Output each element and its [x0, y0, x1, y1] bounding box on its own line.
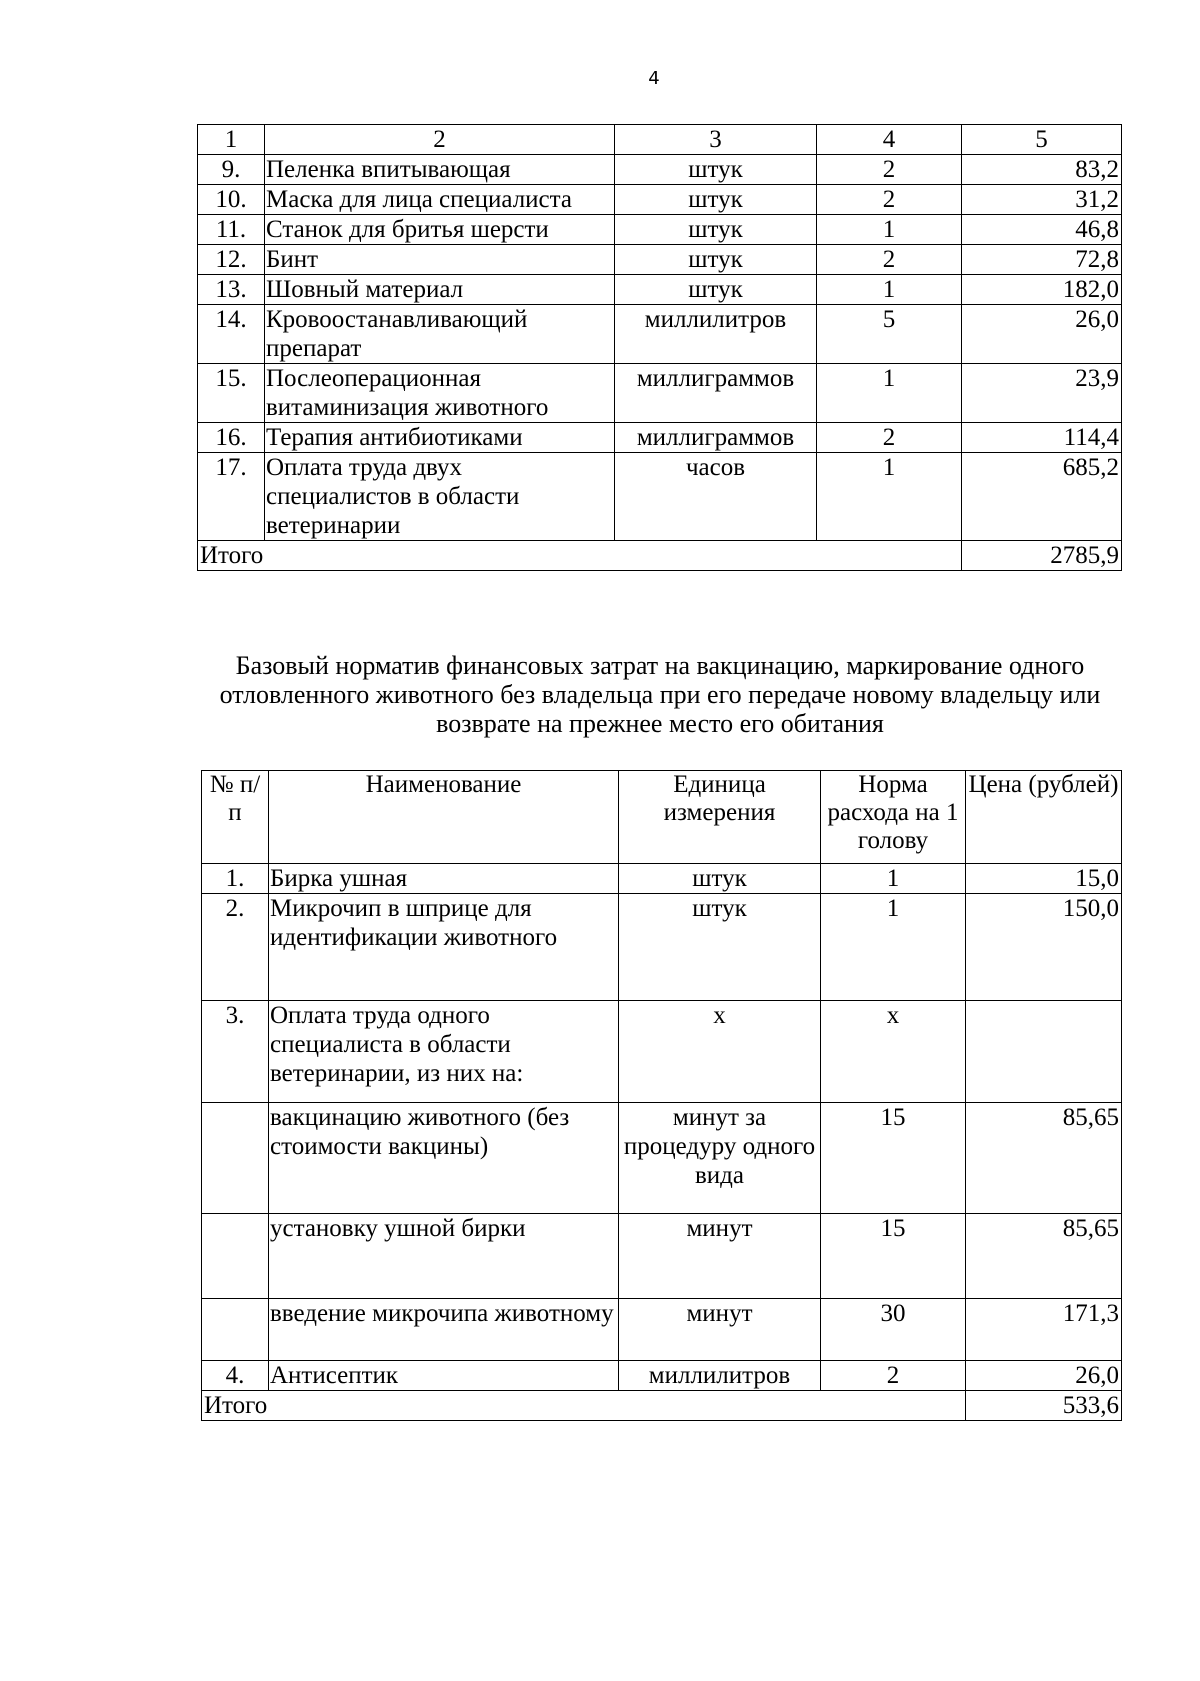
item-price: 171,3	[966, 1299, 1122, 1361]
table-row	[198, 215, 1122, 245]
item-norm: 5	[817, 305, 962, 364]
column-number: 1	[198, 125, 265, 155]
item-name: Оплата труда двух специалистов в области ветеринарии	[265, 453, 615, 541]
item-name: Бинт	[265, 245, 615, 275]
item-norm: 15	[821, 1214, 966, 1299]
cost-table-continued	[197, 124, 1122, 571]
item-name: Оплата труда одного специалиста в области ветеринарии, из них на:	[269, 1001, 619, 1103]
item-price: 26,0	[962, 305, 1122, 364]
item-price: 23,9	[962, 364, 1122, 423]
row-number: 14.	[198, 305, 265, 364]
row-number: 10.	[198, 185, 265, 215]
row-number: 3.	[202, 1001, 269, 1103]
item-name: вакцинацию животного (без стоимости вакцины)	[269, 1103, 619, 1214]
table-row	[198, 423, 1122, 453]
item-unit: штук	[615, 275, 817, 305]
item-norm: 2	[817, 245, 962, 275]
row-number: 11.	[198, 215, 265, 245]
item-name: Маска для лица специалиста	[265, 185, 615, 215]
item-norm: 15	[821, 1103, 966, 1214]
item-name: Бирка ушная	[269, 864, 619, 894]
total-label: Итого	[198, 541, 962, 571]
row-number: 17.	[198, 453, 265, 541]
item-unit: штук	[615, 155, 817, 185]
item-norm: 1	[821, 894, 966, 1001]
item-name: Кровоостанавливающий препарат	[265, 305, 615, 364]
page-number: 4	[648, 68, 660, 89]
item-norm: 2	[817, 185, 962, 215]
item-price: 83,2	[962, 155, 1122, 185]
table-header	[202, 771, 1122, 864]
row-number	[202, 1214, 269, 1299]
item-norm: х	[821, 1001, 966, 1103]
item-price: 46,8	[962, 215, 1122, 245]
row-number: 9.	[198, 155, 265, 185]
total-label: Итого	[202, 1391, 966, 1421]
table-row	[202, 1299, 1122, 1361]
row-number	[202, 1103, 269, 1214]
total-value: 533,6	[966, 1391, 1122, 1421]
item-name: Станок для бритья шерсти	[265, 215, 615, 245]
column-number: 2	[265, 125, 615, 155]
item-norm: 1	[817, 275, 962, 305]
item-price: 685,2	[962, 453, 1122, 541]
item-unit: минут за процедуру одного вида	[619, 1103, 821, 1214]
item-norm: 2	[817, 155, 962, 185]
item-unit: миллилитров	[615, 305, 817, 364]
item-norm: 1	[817, 215, 962, 245]
table-row	[198, 453, 1122, 541]
item-unit: штук	[615, 245, 817, 275]
row-number	[202, 1299, 269, 1361]
item-name: Шовный материал	[265, 275, 615, 305]
item-price: 26,0	[966, 1361, 1122, 1391]
table-row	[198, 185, 1122, 215]
item-price	[966, 1001, 1122, 1103]
table-row	[198, 305, 1122, 364]
row-number: 4.	[202, 1361, 269, 1391]
item-unit: миллиграммов	[615, 423, 817, 453]
item-norm: 2	[817, 423, 962, 453]
table-row	[202, 1214, 1122, 1299]
total-value: 2785,9	[962, 541, 1122, 571]
table-row	[198, 245, 1122, 275]
item-unit: штук	[619, 894, 821, 1001]
column-number: 3	[615, 125, 817, 155]
item-price: 72,8	[962, 245, 1122, 275]
table-row	[202, 1001, 1122, 1103]
column-number: 4	[817, 125, 962, 155]
vaccination-cost-table	[201, 770, 1122, 1421]
item-unit: миллилитров	[619, 1361, 821, 1391]
item-norm: 1	[821, 864, 966, 894]
column-number-row	[198, 125, 1122, 155]
total-row	[198, 541, 1122, 571]
row-number: 1.	[202, 864, 269, 894]
column-number: 5	[962, 125, 1122, 155]
item-name: введение микрочипа животному	[269, 1299, 619, 1361]
section-title: Базовый норматив финансовых затрат на вакцинацию, маркирование одного отловленного животного без владельца при его передаче новому владельцу или возврате на прежнее место его обитания	[219, 651, 1101, 738]
table-row	[202, 1103, 1122, 1214]
header-price: Цена (рублей)	[966, 771, 1122, 864]
table-row	[198, 364, 1122, 423]
item-price: 182,0	[962, 275, 1122, 305]
header-name: Наименование	[269, 771, 619, 864]
item-norm: 2	[821, 1361, 966, 1391]
row-number: 13.	[198, 275, 265, 305]
item-unit: штук	[615, 185, 817, 215]
item-norm: 1	[817, 453, 962, 541]
item-unit: штук	[615, 215, 817, 245]
item-unit: штук	[619, 864, 821, 894]
table-row	[202, 864, 1122, 894]
item-price: 114,4	[962, 423, 1122, 453]
item-price: 31,2	[962, 185, 1122, 215]
header-number: № п/п	[202, 771, 269, 864]
item-name: Послеоперационная витаминизация животного	[265, 364, 615, 423]
item-price: 150,0	[966, 894, 1122, 1001]
item-norm: 1	[817, 364, 962, 423]
item-price: 15,0	[966, 864, 1122, 894]
item-name: Пеленка впитывающая	[265, 155, 615, 185]
header-norm: Норма расхода на 1 голову	[821, 771, 966, 864]
total-row	[202, 1391, 1122, 1421]
item-price: 85,65	[966, 1103, 1122, 1214]
item-name: Терапия антибиотиками	[265, 423, 615, 453]
item-unit: часов	[615, 453, 817, 541]
item-unit: миллиграммов	[615, 364, 817, 423]
table-row	[198, 275, 1122, 305]
table-row	[202, 894, 1122, 1001]
item-name: установку ушной бирки	[269, 1214, 619, 1299]
item-norm: 30	[821, 1299, 966, 1361]
table-row	[198, 155, 1122, 185]
table-row	[202, 1361, 1122, 1391]
row-number: 2.	[202, 894, 269, 1001]
row-number: 16.	[198, 423, 265, 453]
item-unit: х	[619, 1001, 821, 1103]
row-number: 12.	[198, 245, 265, 275]
row-number: 15.	[198, 364, 265, 423]
header-unit: Единица измерения	[619, 771, 821, 864]
item-price: 85,65	[966, 1214, 1122, 1299]
item-name: Микрочип в шприце для идентификации животного	[269, 894, 619, 1001]
item-unit: минут	[619, 1214, 821, 1299]
item-name: Антисептик	[269, 1361, 619, 1391]
item-unit: минут	[619, 1299, 821, 1361]
